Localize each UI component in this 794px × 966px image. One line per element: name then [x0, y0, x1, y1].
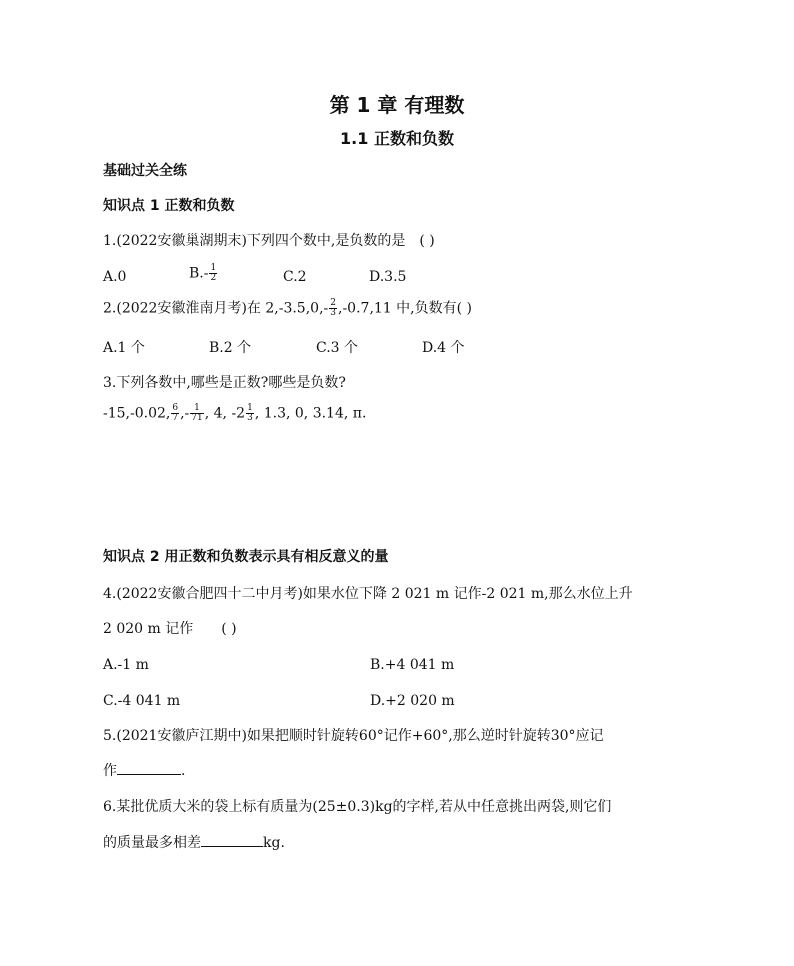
fraction-denominator: 2 [210, 273, 217, 283]
question-5-answer-blank[interactable] [117, 762, 181, 775]
question-4-option-a: A.-1 m [103, 657, 149, 673]
question-1-stem [103, 232, 435, 250]
question-1-option-a: A.0 [103, 269, 127, 285]
question-1-option-c: C.2 [283, 269, 307, 285]
question-2-text-after: ,-0.7,11 中,负数有( ) [338, 300, 472, 317]
question-6-line-2-prefix: 的质量最多相差 [103, 835, 201, 851]
question-1-answer-paren: ( ) [419, 233, 435, 249]
question-5-line-2-prefix: 作 [103, 763, 117, 779]
number-list-part-3: , 4, -2 [204, 405, 246, 422]
fraction-numerator: 1 [190, 404, 203, 414]
question-5-line-2 [103, 762, 185, 780]
fraction-numerator: 6 [172, 403, 179, 413]
question-6-line-1: 6.某批优质大米的袋上标有质量为(25±0.3)kg的字样,若从中任意挑出两袋,则它们 [103, 799, 612, 815]
knowledge-point-2-heading: 知识点 2 用正数和负数表示具有相反意义的量 [103, 549, 389, 565]
question-4-line-2-text: 2 020 m 记作 [103, 621, 194, 637]
question-2-option-d: D.4 个 [422, 340, 465, 356]
section-title: 1.1 正数和负数 [340, 129, 454, 148]
question-6-answer-blank[interactable] [201, 834, 263, 847]
question-3-number-list [103, 404, 366, 423]
practice-heading: 基础过关全练 [103, 163, 187, 179]
question-2-option-b: B.2 个 [209, 340, 252, 356]
question-4-option-d: D.+2 020 m [370, 693, 455, 709]
question-3-stem: 3.下列各数中,哪些是正数?哪些是负数? [103, 375, 346, 391]
question-5-line-2-suffix: . [181, 763, 186, 779]
question-4-line-1: 4.(2022安徽合肥四十二中月考)如果水位下降 2 021 m 记作-2 021 m,那么水位上升 [103, 586, 633, 602]
question-2-option-c: C.3 个 [316, 340, 359, 356]
question-4-answer-paren: ( ) [221, 621, 237, 637]
question-2-fraction [329, 299, 337, 318]
number-list-part-4: , 1.3, 0, 3.14, π. [254, 405, 367, 422]
question-2-text-before: 2.(2022安徽淮南月考)在 2,-3.5,0,- [103, 300, 329, 317]
question-4-option-c: C.-4 041 m [103, 693, 181, 709]
question-5-line-1: 5.(2021安徽庐江期中)如果把顺时针旋转60°记作+60°,那么逆时针旋转30°应记 [103, 728, 604, 744]
fraction-denominator: 3 [330, 308, 336, 318]
number-list-part-1: -15,-0.02, [103, 405, 171, 422]
number-list-fraction-2 [190, 404, 203, 423]
question-1-text: 1.(2022安徽巢湖期末)下列四个数中,是负数的是 [103, 233, 406, 249]
number-list-part-2: ,- [180, 405, 190, 422]
fraction-numerator: 2 [330, 298, 336, 308]
fraction-numerator: 1 [210, 263, 217, 273]
question-1-option-b [189, 264, 218, 283]
knowledge-point-1-heading: 知识点 1 正数和负数 [103, 198, 235, 214]
question-2-option-a: A.1 个 [103, 340, 145, 356]
number-list-fraction-1 [171, 404, 179, 423]
question-1-option-b-prefix: B.- [189, 265, 209, 282]
fraction-denominator: 7 [172, 413, 179, 423]
question-6-line-2-suffix: kg. [263, 835, 285, 851]
question-1-option-b-fraction [209, 264, 217, 283]
question-1-option-d: D.3.5 [369, 269, 407, 285]
question-4-option-b: B.+4 041 m [370, 657, 455, 673]
question-6-line-2 [103, 834, 285, 852]
question-2-stem [103, 299, 472, 318]
fraction-numerator: 1 [247, 403, 253, 413]
number-list-fraction-3 [246, 404, 254, 423]
question-4-line-2 [103, 620, 237, 638]
chapter-title: 第 1 章 有理数 [329, 93, 465, 117]
fraction-denominator: 3 [247, 413, 253, 423]
fraction-denominator: 71 [191, 413, 203, 423]
